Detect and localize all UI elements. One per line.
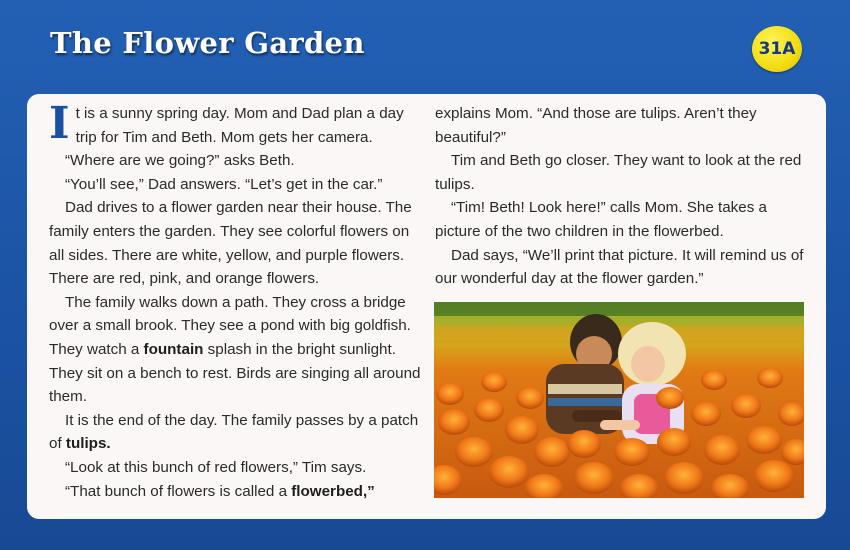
paragraph-text: The family walks down a path. They cross a bridge over a small brook. They see a pond with big goldfish. They watch a [49, 293, 411, 358]
paragraph-text: It is the end of the day. The family passes by a patch of [49, 411, 419, 453]
story-paragraph [49, 98, 421, 149]
paragraph-text: t is a sunny spring day. Mom and Dad plan a day trip for Tim and Beth. Mom gets her camera. [75, 105, 404, 146]
children-tulips-photo [434, 302, 804, 498]
story-paragraph: “Look at this bunch of red flowers,” Tim says. [65, 458, 367, 476]
story-paragraph: “You’ll see,” Dad answers. “Let’s get in the car.” [65, 175, 383, 193]
page-title: The Flower Garden [50, 26, 365, 60]
paragraph-text: splash in the bright sunlight. They sit on a bench to rest. Birds are singing all around them. [49, 340, 421, 406]
drop-cap: I [49, 98, 70, 149]
photo-illustration [434, 302, 804, 498]
story-paragraph [49, 291, 421, 409]
story-column-left [49, 98, 421, 503]
story-paragraph: explains Mom. “And those are tulips. Aren’t they beautiful?” [435, 105, 757, 146]
story-paragraph [49, 409, 421, 456]
story-paragraph: Dad says, “We’ll print that picture. It will remind us of our wonderful day at the flower garden.” [435, 246, 804, 288]
story-panel [27, 94, 826, 519]
vocab-word-flowerbed: flowerbed,” [291, 482, 375, 500]
story-paragraph: Dad drives to a flower garden near their house. The family enters the garden. They see colorful flowers on all sides. There are white, yellow, and purple flowers. There are red, pink, and orange flowers. [49, 199, 412, 288]
story-paragraph: “Tim! Beth! Look here!” calls Mom. She takes a picture of the two children in the flowerbed. [435, 199, 767, 240]
story-paragraph: “Where are we going?” asks Beth. [65, 152, 295, 170]
lesson-badge: 31A [752, 26, 802, 72]
story-paragraph [49, 480, 421, 504]
vocab-word-tulips: tulips. [65, 435, 111, 453]
story-column-right [435, 102, 807, 291]
story-paragraph: Tim and Beth go closer. They want to look at the red tulips. [435, 152, 802, 193]
vocab-word-fountain: fountain [143, 340, 204, 358]
paragraph-text: “That bunch of flowers is called a [65, 482, 292, 500]
